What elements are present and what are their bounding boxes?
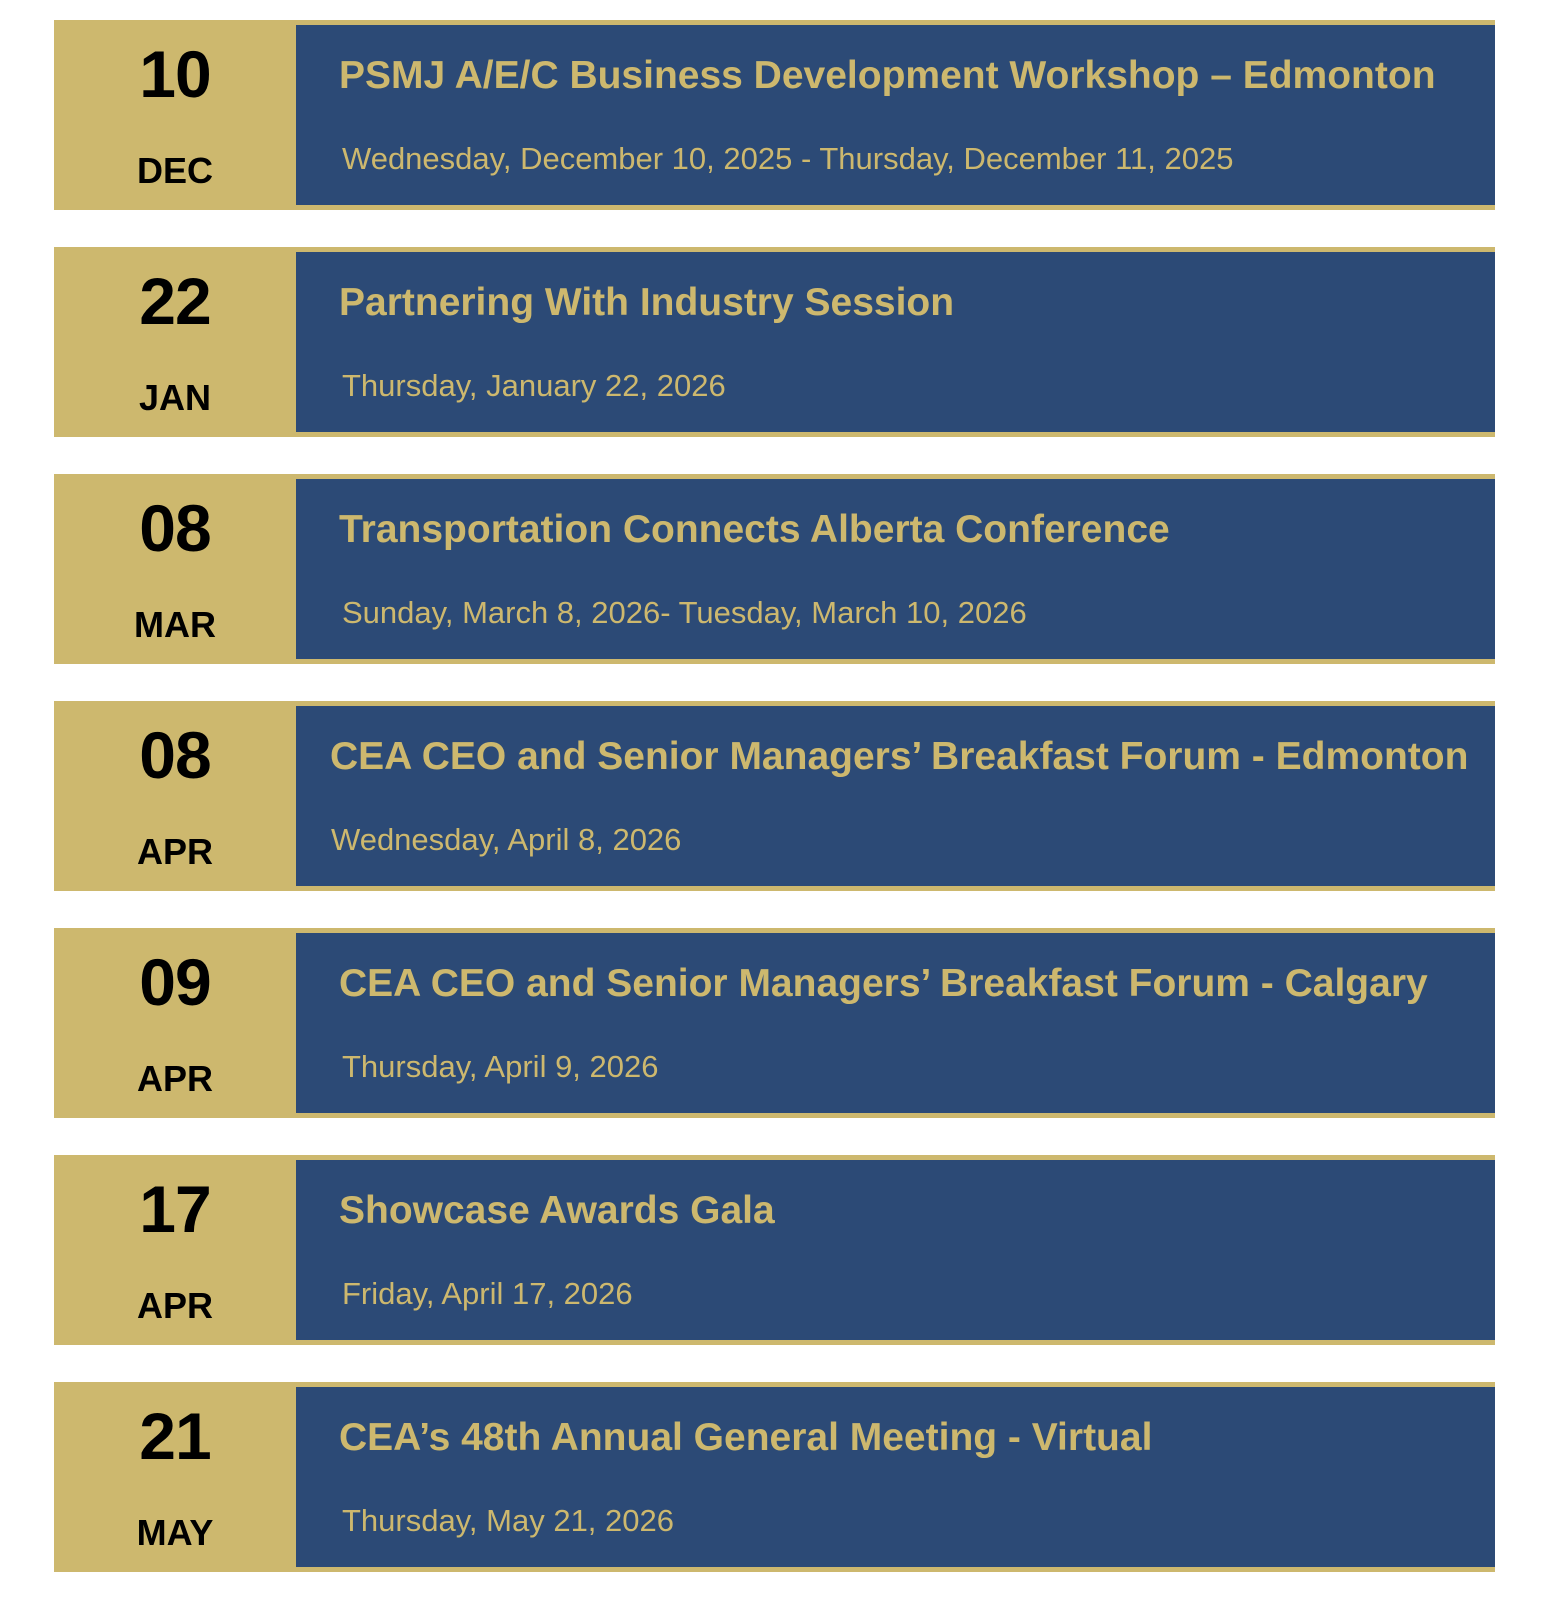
event-month: APR <box>136 1285 213 1326</box>
event-dates: Wednesday, December 10, 2025 - Thursday, December 11, 2025 <box>342 141 1234 176</box>
event-day: 08 <box>139 718 211 792</box>
event-info-box <box>296 479 1495 659</box>
event-title-link[interactable]: CEA CEO and Senior Managers’ Breakfast Forum - Calgary <box>339 962 1428 1005</box>
event-month: DEC <box>136 150 213 191</box>
event-date-box <box>54 1160 296 1340</box>
event-title-link[interactable]: CEA CEO and Senior Managers’ Breakfast Forum - Edmonton <box>330 735 1469 778</box>
event-title-link[interactable]: Showcase Awards Gala <box>339 1189 775 1232</box>
event-card-transportation-conference[interactable] <box>54 474 1495 664</box>
event-title-link[interactable]: CEA’s 48th Annual General Meeting - Virtual <box>339 1416 1153 1459</box>
event-month: MAR <box>134 604 216 645</box>
event-title-link[interactable]: Partnering With Industry Session <box>339 281 955 324</box>
event-card-showcase-gala[interactable] <box>54 1155 1495 1345</box>
event-card-partnering-industry[interactable] <box>54 247 1495 437</box>
event-info-box <box>296 252 1495 432</box>
event-date-box <box>54 706 296 886</box>
event-month: MAY <box>136 1512 214 1553</box>
event-info-box <box>296 933 1495 1113</box>
event-date-box <box>54 479 296 659</box>
event-day: 08 <box>139 491 211 565</box>
event-info-box <box>296 25 1495 205</box>
event-dates: Wednesday, April 8, 2026 <box>331 822 682 857</box>
event-dates: Friday, April 17, 2026 <box>342 1276 633 1311</box>
event-day: 10 <box>139 37 211 111</box>
event-list <box>54 20 1495 1609</box>
event-card-breakfast-calgary[interactable] <box>54 928 1495 1118</box>
event-month: APR <box>136 1058 213 1099</box>
event-date-box <box>54 933 296 1113</box>
event-day: 21 <box>139 1399 211 1473</box>
event-dates: Thursday, April 9, 2026 <box>342 1049 659 1084</box>
event-dates: Thursday, May 21, 2026 <box>342 1503 674 1538</box>
event-date-box <box>54 252 296 432</box>
event-month: JAN <box>138 377 212 418</box>
event-day: 22 <box>139 264 211 338</box>
event-info-box <box>296 1387 1495 1567</box>
event-info-box <box>296 706 1495 886</box>
event-date-box <box>54 25 296 205</box>
event-info-box <box>296 1160 1495 1340</box>
event-dates: Sunday, March 8, 2026- Tuesday, March 10, 2026 <box>342 595 1027 630</box>
event-day: 17 <box>139 1172 211 1246</box>
event-title-link[interactable]: Transportation Connects Alberta Conference <box>339 508 1170 551</box>
event-dates: Thursday, January 22, 2026 <box>342 368 726 403</box>
event-date-box <box>54 1387 296 1567</box>
event-card-annual-general-meeting[interactable] <box>54 1382 1495 1572</box>
event-card-psmj-workshop[interactable] <box>54 20 1495 210</box>
event-card-breakfast-edmonton[interactable] <box>54 701 1495 891</box>
event-day: 09 <box>139 945 211 1019</box>
event-month: APR <box>136 831 213 872</box>
event-title-link[interactable]: PSMJ A/E/C Business Development Workshop – Edmonton <box>339 54 1436 97</box>
